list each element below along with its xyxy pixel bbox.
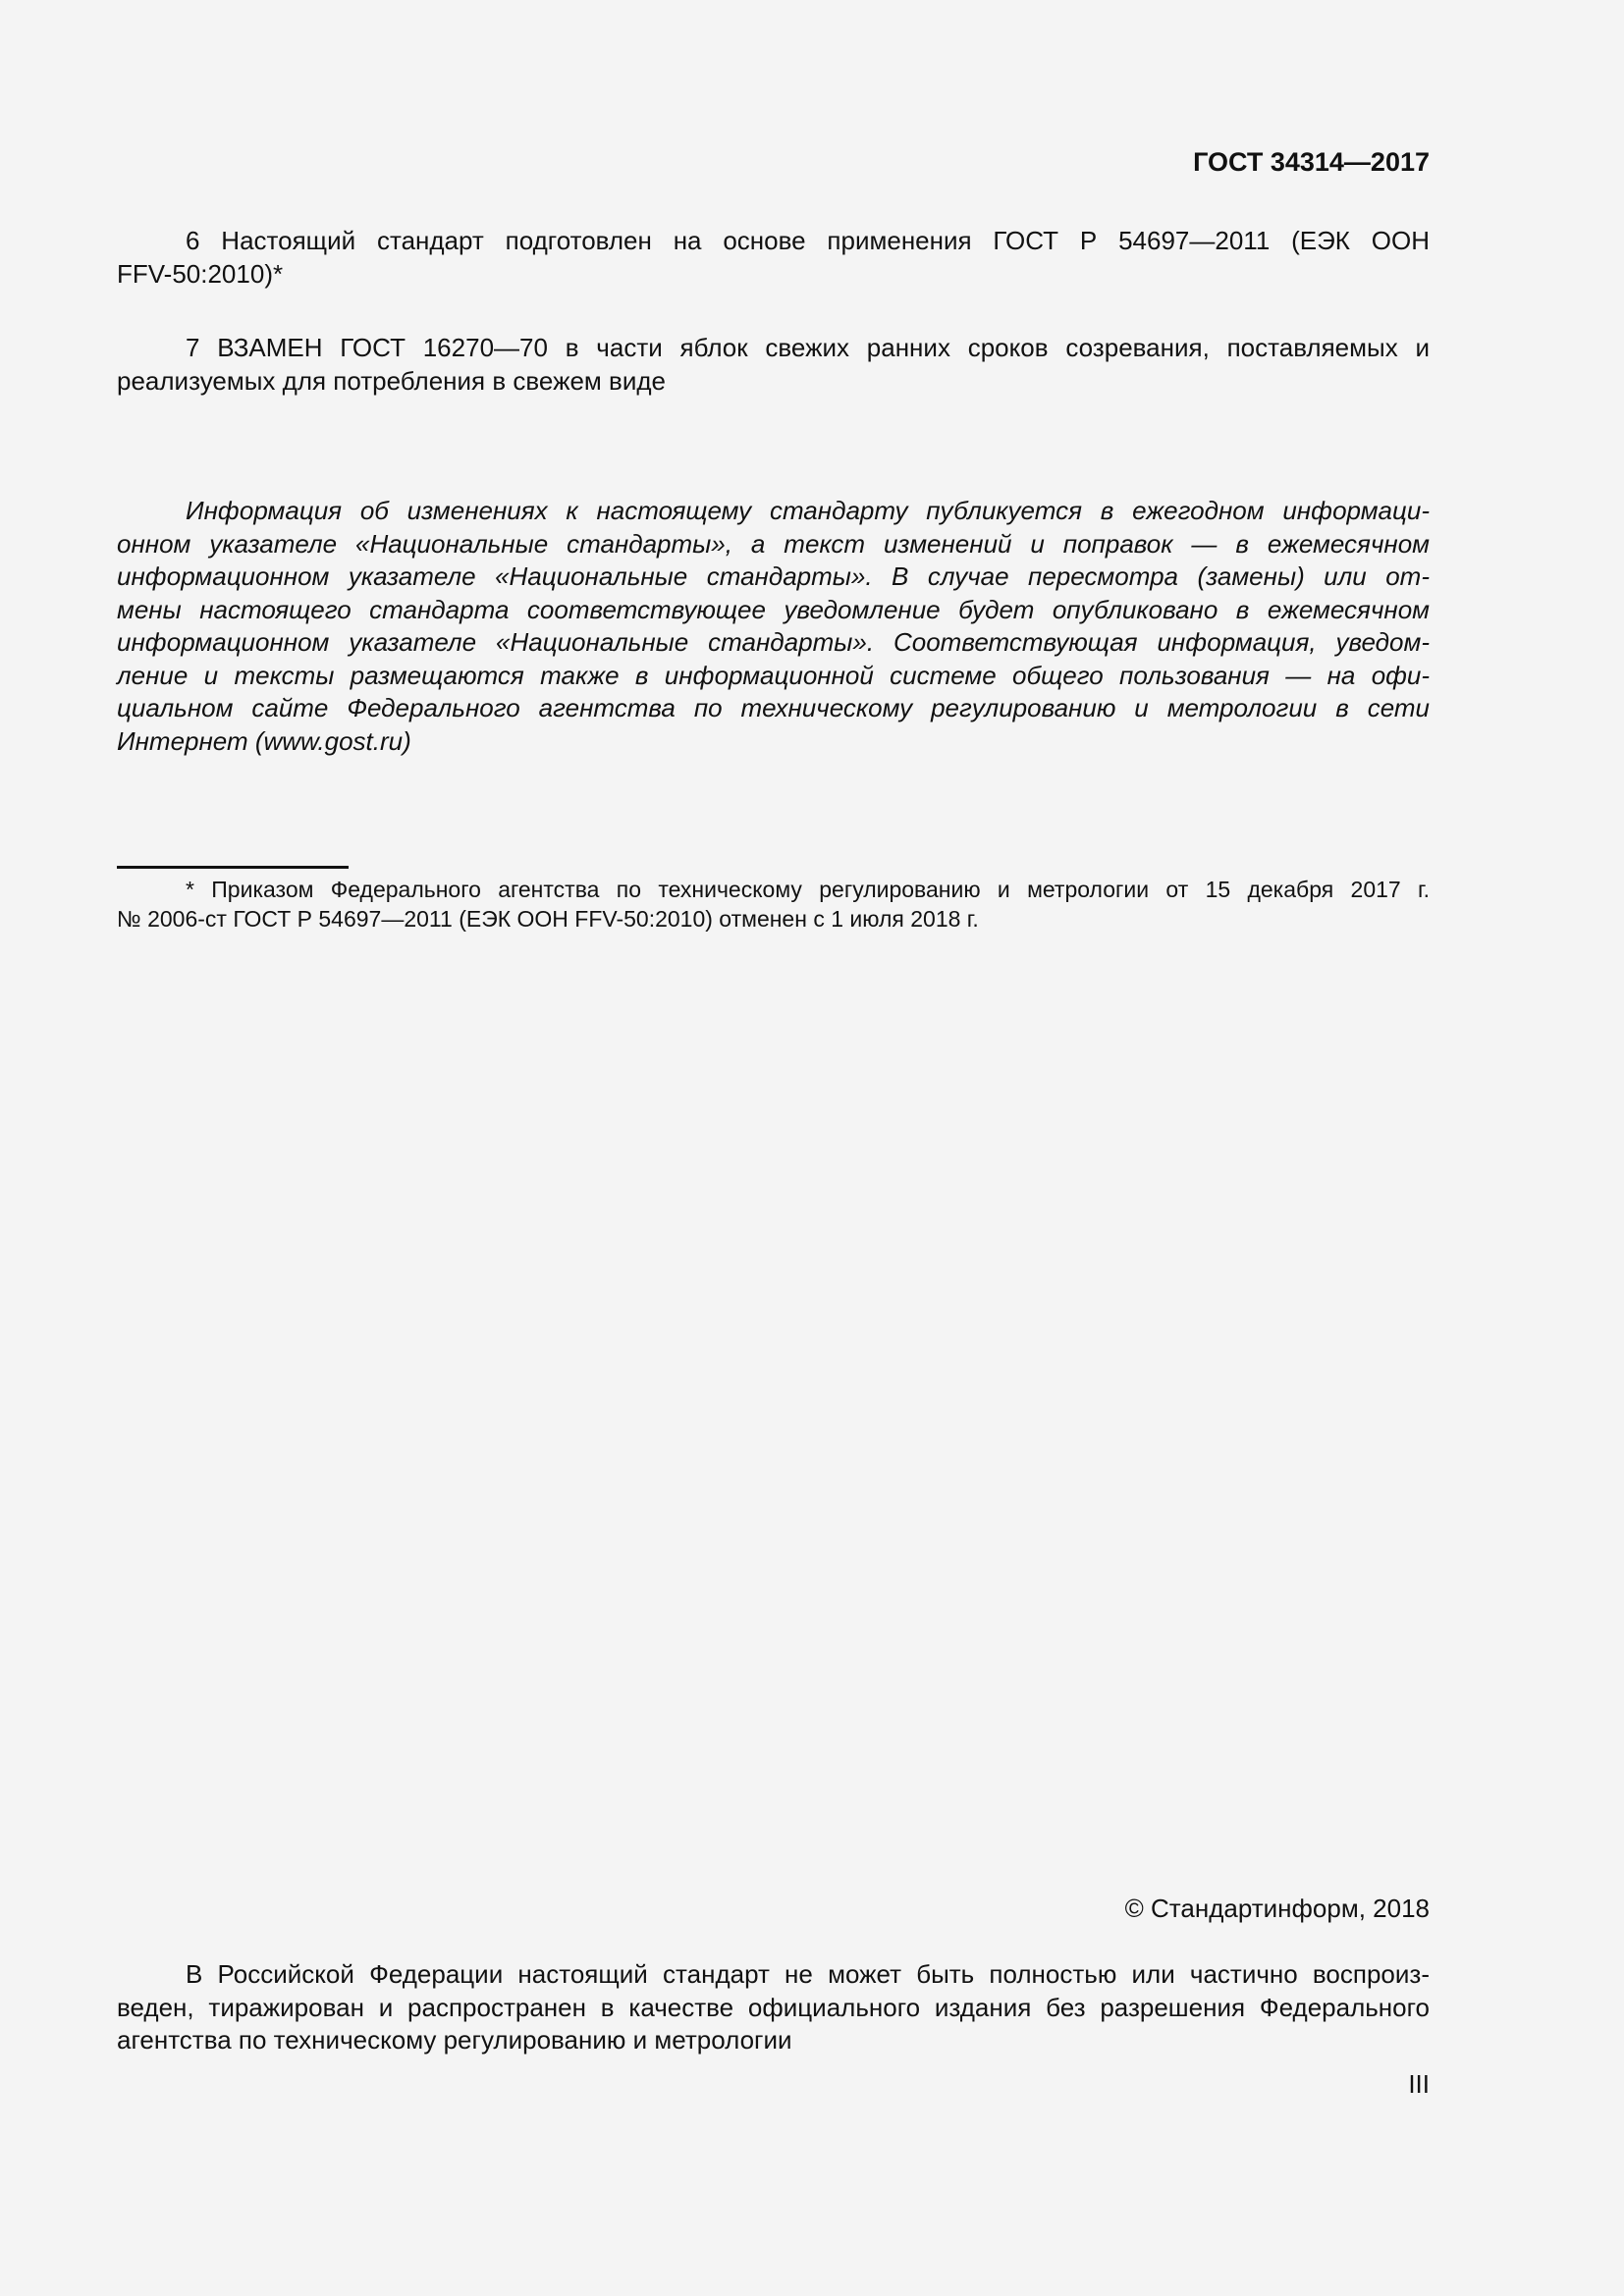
- text-line: * Приказом Федерального агентства по техническому регулированию и метрологии от 15 декабря 2017 г.: [186, 877, 1430, 902]
- text-line: 7 ВЗАМЕН ГОСТ 16270—70 в части яблок свежих ранних сроков созревания, поставляемых и: [186, 333, 1430, 362]
- text-line: Информация об изменениях к настоящему стандарту публикуется в ежегодном информаци-: [186, 496, 1430, 525]
- text-line: агентства по техническому регулированию и метрологии: [117, 2025, 792, 2055]
- text-line: ление и тексты размещаются также в информационной системе общего пользования — на офи-: [117, 660, 1430, 690]
- paragraph-7: [117, 332, 1430, 398]
- page-number: III: [1408, 2069, 1430, 2099]
- text-line: Интернет (www.gost.ru): [117, 725, 411, 756]
- text-line: FFV-50:2010)*: [117, 258, 284, 289]
- text-line: информационном указателе «Национальные стандарты». Соответствующая информация, уведом-: [117, 627, 1430, 657]
- reproduction-rights-paragraph: [117, 1958, 1430, 2057]
- footnote-divider: [117, 866, 349, 869]
- text-line: циальном сайте Федерального агентства по техническому регулированию и метрологии в сети: [117, 693, 1430, 722]
- text-line: онном указателе «Национальные стандарты», а текст изменений и поправок — в ежемесячном: [117, 528, 1430, 559]
- text-line: реализуемых для потребления в свежем виде: [117, 365, 666, 396]
- text-line: В Российской Федерации настоящий стандарт не может быть полностью или частично воспроиз-: [186, 1959, 1430, 1989]
- text-line: 6 Настоящий стандарт подготовлен на основе применения ГОСТ Р 54697—2011 (ЕЭК ООН: [186, 226, 1430, 255]
- text-line: № 2006-ст ГОСТ Р 54697—2011 (ЕЭК ООН FFV-50:2010) отменен с 1 июля 2018 г.: [117, 906, 979, 932]
- amendments-info-paragraph: [117, 495, 1430, 758]
- text-line: веден, тиражирован и распространен в качестве официального издания без разрешения Федерального: [117, 1992, 1430, 2022]
- text-line: информационном указателе «Национальные стандарты». В случае пересмотра (замены) или от-: [117, 561, 1430, 591]
- document-number-header: ГОСТ 34314—2017: [1193, 147, 1430, 177]
- paragraph-6: [117, 225, 1430, 291]
- footnote: [117, 875, 1430, 934]
- text-line: мены настоящего стандарта соответствующее уведомление будет опубликовано в ежемесячном: [117, 594, 1430, 624]
- copyright: © Стандартинформ, 2018: [1124, 1894, 1430, 1923]
